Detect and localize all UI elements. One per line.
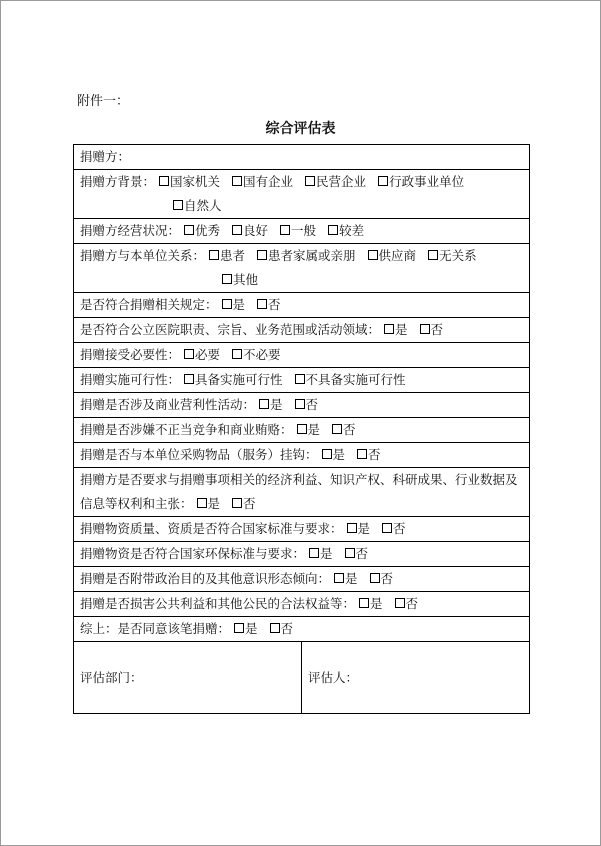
checkbox-option-label: 是 xyxy=(370,596,383,611)
checkbox-option-label: 是 xyxy=(332,447,346,462)
form-row-cell xyxy=(74,318,530,343)
checkbox-icon[interactable] xyxy=(270,623,280,633)
checkbox-option-label: 优秀 xyxy=(195,223,221,238)
checkbox-option[interactable] xyxy=(341,546,369,561)
form-row xyxy=(74,244,530,293)
checkbox-option[interactable] xyxy=(180,372,283,387)
checkbox-icon[interactable] xyxy=(222,299,232,309)
question-label: 捐赠是否涉及商业营利性活动： xyxy=(80,397,256,412)
checkbox-option-label: 否 xyxy=(343,422,356,437)
checkbox-icon[interactable] xyxy=(395,598,405,608)
checkbox-option[interactable] xyxy=(228,496,256,511)
question-label: 是否符合公立医院职责、宗旨、业务范围或活动领域： xyxy=(80,322,381,337)
checkbox-option-label: 否 xyxy=(430,322,444,337)
form-row xyxy=(74,567,530,592)
question-label: 综上：是否同意该笔捐赠： xyxy=(80,621,231,636)
checkbox-icon[interactable] xyxy=(159,176,169,186)
checkbox-option-label: 是 xyxy=(357,521,371,536)
checkbox-icon[interactable] xyxy=(428,250,438,260)
question-label: 捐赠接受必要性： xyxy=(80,347,181,362)
checkbox-option[interactable] xyxy=(253,297,281,312)
checkbox-option[interactable] xyxy=(276,223,316,238)
form-row xyxy=(74,468,530,517)
form-title: 综合评估表 xyxy=(265,121,336,137)
checkbox-icon[interactable] xyxy=(295,399,305,409)
checkbox-icon[interactable] xyxy=(222,274,232,284)
form-row-cell xyxy=(74,617,530,642)
checkbox-icon[interactable] xyxy=(420,324,430,334)
checkbox-icon[interactable] xyxy=(257,299,267,309)
form-row-cell xyxy=(74,293,530,318)
checkbox-icon[interactable] xyxy=(328,225,338,235)
form-row xyxy=(74,592,530,617)
checkbox-option-label: 良好 xyxy=(243,223,269,238)
checkbox-option[interactable] xyxy=(364,248,417,263)
checkbox-option[interactable] xyxy=(205,248,245,263)
form-row-cell xyxy=(74,170,530,219)
checkbox-option-label: 否 xyxy=(243,496,256,511)
checkbox-option-label: 是 xyxy=(307,422,321,437)
question-label: 是否符合捐赠相关规定： xyxy=(80,297,218,312)
question-label: 捐赠方经营状况： xyxy=(80,223,181,238)
checkbox-option-label: 是 xyxy=(207,496,221,511)
checkbox-option[interactable] xyxy=(355,596,383,611)
checkbox-option-label: 是 xyxy=(232,297,246,312)
checkbox-option[interactable] xyxy=(255,397,283,412)
checkbox-icon[interactable] xyxy=(370,573,380,583)
checkbox-option[interactable] xyxy=(253,248,356,263)
evaluation-table xyxy=(73,144,530,714)
checkbox-option[interactable] xyxy=(328,422,356,437)
checkbox-option-label: 否 xyxy=(355,546,369,561)
checkbox-option[interactable] xyxy=(230,621,258,636)
checkbox-icon[interactable] xyxy=(378,176,388,186)
form-row-cell xyxy=(74,443,530,468)
checkbox-option-label: 国有企业 xyxy=(243,174,294,189)
form-row-cell xyxy=(74,468,530,517)
question-label: 捐赠方： xyxy=(80,149,131,164)
checkbox-option[interactable] xyxy=(169,198,222,213)
attachment-label: 附件一： xyxy=(77,94,130,109)
form-row xyxy=(74,393,530,418)
checkbox-icon[interactable] xyxy=(184,374,194,384)
form-row-cell xyxy=(74,244,530,293)
checkbox-option[interactable] xyxy=(180,347,220,362)
checkbox-icon[interactable] xyxy=(232,225,242,235)
checkbox-option-label: 无关系 xyxy=(439,248,477,263)
question-label: 捐赠方背景： xyxy=(80,174,156,189)
form-row xyxy=(74,517,530,542)
form-row-cell xyxy=(74,517,530,542)
checkbox-option-label: 是 xyxy=(320,546,333,561)
form-row xyxy=(74,443,530,468)
form-row-cell xyxy=(74,567,530,592)
checkbox-icon[interactable] xyxy=(309,548,319,558)
checkbox-option-label: 具备实施可行性 xyxy=(195,372,283,387)
checkbox-option-label: 否 xyxy=(380,571,394,586)
checkbox-icon[interactable] xyxy=(259,399,269,409)
checkbox-option-label: 民营企业 xyxy=(316,174,367,189)
checkbox-icon[interactable] xyxy=(197,498,207,508)
form-row xyxy=(74,343,530,368)
checkbox-option[interactable] xyxy=(416,322,444,337)
checkbox-icon[interactable] xyxy=(347,523,357,533)
checkbox-option[interactable] xyxy=(180,223,220,238)
evaluation-department-label: 评估部门： xyxy=(80,669,143,685)
checkbox-icon[interactable] xyxy=(232,349,242,359)
checkbox-icon[interactable] xyxy=(322,449,332,459)
checkbox-option[interactable] xyxy=(324,223,364,238)
form-row xyxy=(74,318,530,343)
checkbox-option-label: 不必要 xyxy=(243,347,281,362)
checkbox-option[interactable] xyxy=(366,571,394,586)
question-label: 捐赠物资质量、资质是否符合国家标准与要求： xyxy=(80,521,343,536)
question-label: 捐赠物资是否符合国家环保标准与要求： xyxy=(80,546,306,561)
checkbox-icon[interactable] xyxy=(297,424,307,434)
question-label: 捐赠方是否要求与捐赠事项相关的经济利益、知识产权、科研成果、行业数据及信息等权利和主张： xyxy=(80,472,518,511)
checkbox-option-label: 否 xyxy=(268,297,281,312)
checkbox-option-label: 否 xyxy=(280,621,294,636)
checkbox-option[interactable] xyxy=(301,174,366,189)
form-row xyxy=(74,170,530,219)
checkbox-option-label: 是 xyxy=(245,621,258,636)
question-label: 捐赠实施可行性： xyxy=(80,372,181,387)
checkbox-option-label: 较差 xyxy=(339,223,365,238)
checkbox-icon[interactable] xyxy=(359,598,369,608)
checkbox-option-label: 其他 xyxy=(233,272,259,287)
checkbox-option[interactable] xyxy=(353,447,381,462)
wrapped-options-line xyxy=(80,268,529,292)
form-row xyxy=(74,542,530,567)
checkbox-option[interactable] xyxy=(291,372,406,387)
checkbox-option-label: 自然人 xyxy=(184,198,222,213)
checkbox-option-label: 是 xyxy=(270,397,283,412)
checkbox-option-label: 必要 xyxy=(195,347,221,362)
checkbox-option[interactable] xyxy=(291,397,319,412)
checkbox-icon[interactable] xyxy=(234,623,244,633)
checkbox-option[interactable] xyxy=(318,447,346,462)
wrapped-options-line xyxy=(80,194,529,218)
checkbox-option-label: 患者家属或亲朋 xyxy=(268,248,356,263)
checkbox-option[interactable] xyxy=(228,223,268,238)
checkbox-option-label: 否 xyxy=(405,596,419,611)
checkbox-icon[interactable] xyxy=(209,250,219,260)
checkbox-icon[interactable] xyxy=(232,176,242,186)
question-label: 捐赠是否损害公共利益和其他公民的合法权益等： xyxy=(80,596,356,611)
checkbox-icon[interactable] xyxy=(295,374,305,384)
form-row xyxy=(74,418,530,443)
checkbox-option[interactable] xyxy=(424,248,477,263)
evaluator-label: 评估人： xyxy=(308,669,359,685)
form-row xyxy=(74,617,530,642)
form-row-cell xyxy=(74,418,530,443)
checkbox-option[interactable] xyxy=(155,174,220,189)
checkbox-option[interactable] xyxy=(330,571,358,586)
checkbox-option-label: 供应商 xyxy=(378,248,417,263)
checkbox-option[interactable] xyxy=(218,297,246,312)
question-label: 捐赠是否涉嫌不正当竞争和商业贿赂： xyxy=(80,422,293,437)
form-row xyxy=(74,368,530,393)
question-label: 捐赠是否与本单位采购物品（服务）挂钩： xyxy=(80,447,318,462)
checkbox-icon[interactable] xyxy=(345,548,355,558)
form-row xyxy=(74,145,530,170)
evaluation-department-cell xyxy=(74,642,302,714)
checkbox-option-label: 不具备实施可行性 xyxy=(305,372,406,387)
checkbox-option-label: 患者 xyxy=(220,248,246,263)
form-row-cell xyxy=(74,393,530,418)
form-row xyxy=(74,219,530,244)
checkbox-option-label: 否 xyxy=(305,397,319,412)
form-row-cell xyxy=(74,219,530,244)
signature-row xyxy=(74,642,530,714)
checkbox-option[interactable] xyxy=(305,546,333,561)
checkbox-option[interactable] xyxy=(378,521,406,536)
checkbox-option-label: 一般 xyxy=(291,223,317,238)
checkbox-option[interactable] xyxy=(266,621,294,636)
checkbox-option[interactable] xyxy=(193,496,221,511)
checkbox-icon[interactable] xyxy=(280,225,290,235)
checkbox-option[interactable] xyxy=(293,422,321,437)
checkbox-option[interactable] xyxy=(218,272,258,287)
checkbox-option[interactable] xyxy=(380,322,408,337)
checkbox-icon[interactable] xyxy=(382,523,392,533)
checkbox-icon[interactable] xyxy=(184,225,194,235)
checkbox-icon[interactable] xyxy=(332,424,342,434)
checkbox-icon[interactable] xyxy=(357,449,367,459)
checkbox-icon[interactable] xyxy=(334,573,344,583)
checkbox-option-label: 是 xyxy=(395,322,408,337)
checkbox-icon[interactable] xyxy=(173,200,183,210)
checkbox-icon[interactable] xyxy=(384,324,394,334)
checkbox-option[interactable] xyxy=(374,174,464,189)
checkbox-option-label: 国家机关 xyxy=(170,174,221,189)
checkbox-option-label: 否 xyxy=(368,447,381,462)
checkbox-option[interactable] xyxy=(228,347,281,362)
checkbox-icon[interactable] xyxy=(368,250,378,260)
form-row xyxy=(74,293,530,318)
form-row-cell xyxy=(74,368,530,393)
checkbox-icon[interactable] xyxy=(184,349,194,359)
checkbox-option[interactable] xyxy=(391,596,419,611)
evaluator-cell xyxy=(302,642,530,714)
checkbox-option-label: 是 xyxy=(345,571,358,586)
checkbox-option-label: 否 xyxy=(393,521,406,536)
form-row-cell xyxy=(74,542,530,567)
form-row-cell xyxy=(74,145,530,170)
form-row-cell xyxy=(74,343,530,368)
checkbox-option[interactable] xyxy=(343,521,371,536)
checkbox-icon[interactable] xyxy=(257,250,267,260)
question-label: 捐赠方与本单位关系： xyxy=(80,248,206,263)
checkbox-icon[interactable] xyxy=(232,498,242,508)
checkbox-option-label: 行政事业单位 xyxy=(389,174,465,189)
checkbox-option[interactable] xyxy=(228,174,293,189)
form-row-cell xyxy=(74,592,530,617)
question-label: 捐赠是否附带政治目的及其他意识形态倾向： xyxy=(80,571,331,586)
checkbox-icon[interactable] xyxy=(305,176,315,186)
